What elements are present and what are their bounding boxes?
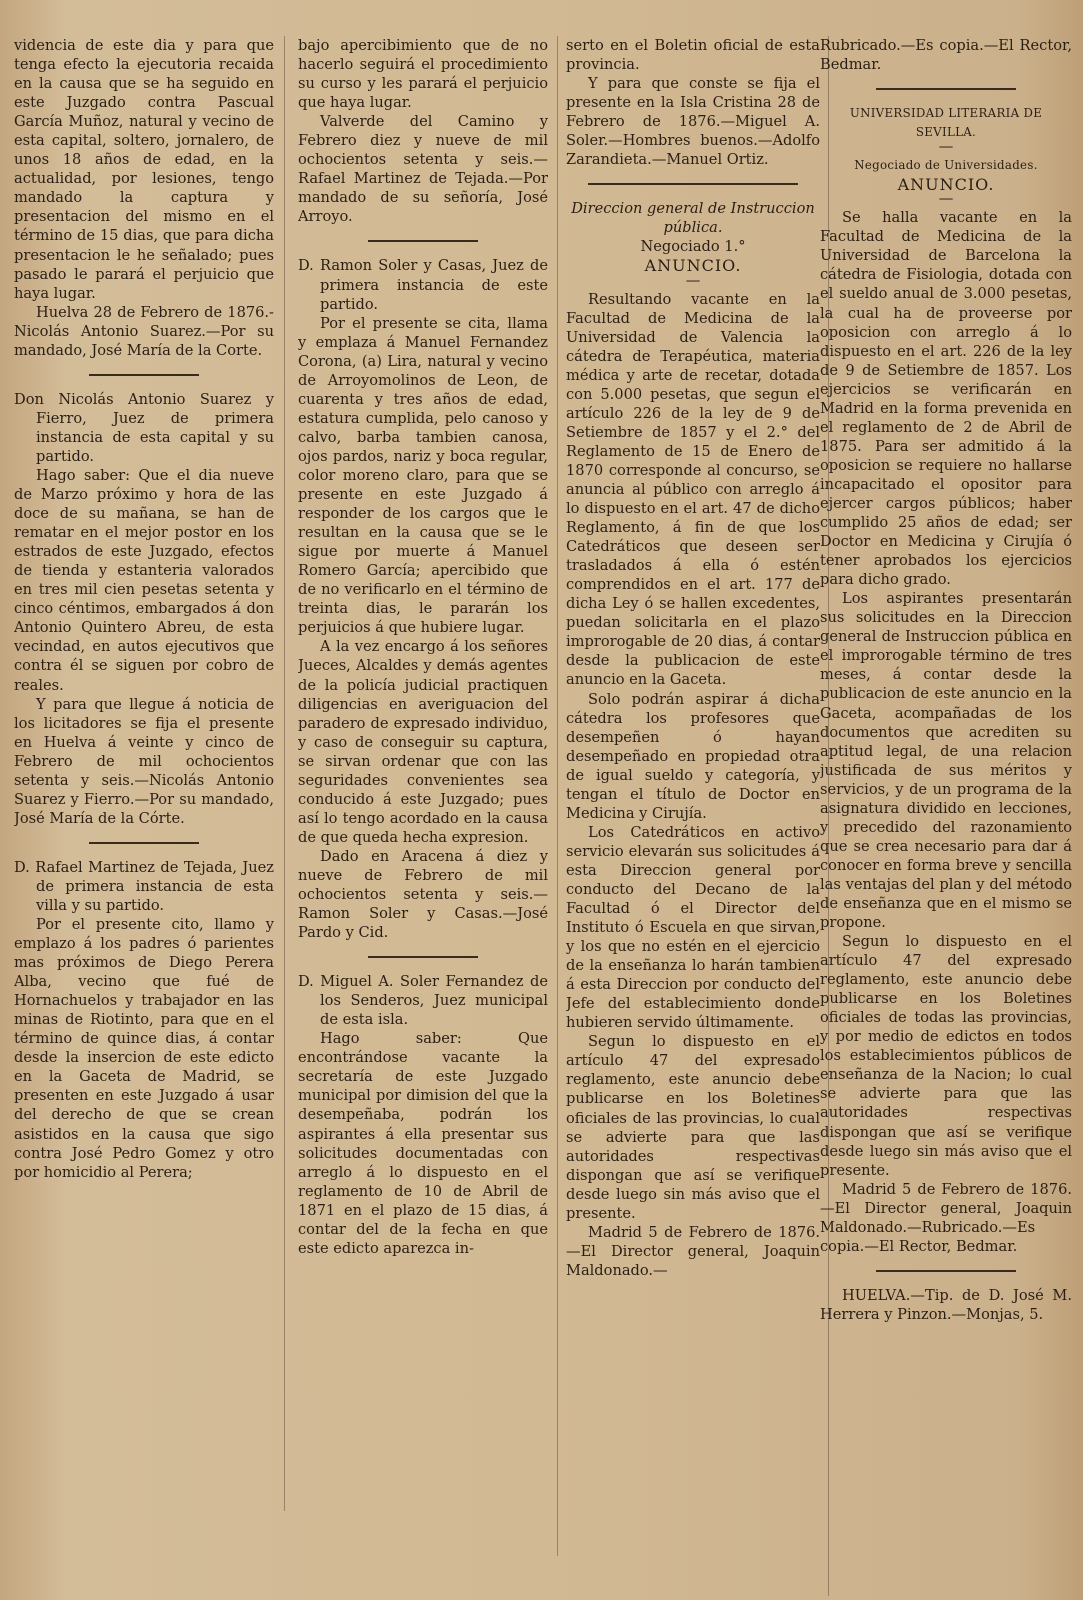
paragraph: Rubricado.—Es copia.—El Rector, Bedmar. bbox=[820, 37, 1072, 74]
anuncio-heading: ANUNCIO. bbox=[897, 175, 995, 195]
paragraph: Segun lo dispuesto en el artículo 47 del expresado reglamento, este anuncio debe publicarse en los Boletines oficiales de todas las provincias, y por medio de edictos en todos los establecimientos públicos de enseñanza de la Nacion; lo cual se advierte para que las autoridades respectivas dispongan que así se verifique desde luego sin más aviso que el presente. bbox=[820, 933, 1072, 1179]
paragraph: Segun lo dispuesto en el artículo 47 del expresado reglamento, este anuncio debe publicarse en los Boletines oficiales de las provincias, lo cual se advierte para que las autoridades respectivas dispongan que así se verifique desde luego sin más aviso que el presente. bbox=[566, 1033, 820, 1222]
paragraph: Madrid 5 de Febrero de 1876.—El Director general, Joaquin Maldonado.— bbox=[566, 1223, 820, 1279]
separator-dash: — bbox=[685, 271, 701, 289]
paragraph: HUELVA.—Tip. de D. José M. Herrera y Pinzon.—Monjas, 5. bbox=[820, 1286, 1072, 1323]
column-3 bbox=[566, 36, 820, 1590]
paragraph: Por el presente se cita, llama y emplaza á Manuel Fernandez Corona, (a) Lira, natural y vecino de Arroyomolinos de Leon, de cuarenta y tres años de edad, estatura cumplida, pelo canoso y calvo, barba tambien canosa, ojos pardos, nariz y boca regular, color moreno claro, para que se presente en este Juzgado á responder de los cargos que le resultan en la causa que se le sigue por muerte á Manuel Romero García; apercibido que de no verificarlo en el término de treinta dias, le pararán los perjuicios á que hubiere lugar. bbox=[298, 314, 548, 637]
separator-dash: — bbox=[938, 190, 954, 208]
paragraph: Los aspirantes presentarán sus solicitudes en la Direccion general de Instruccion pública en el improrogable término de tres meses, á contar desde la publicacion de este anuncio en la Gaceta, acompañadas de los documentos que acrediten su aptitud legal, de una relacion justificada de sus méritos y servicios, y de un programa de la asignatura dividido en lecciones, y precedido del razonamiento que se crea necesario para dar á conocer en forma breve y sencilla las ventajas del plan y del método de enseñanza que en el mismo se propone. bbox=[820, 590, 1072, 932]
paragraph: Hago saber: Que el dia nueve de Marzo próximo y hora de las doce de su mañana, se han de rematar en el mejor postor en los estrados de este Juzgado, efectos de tienda y estanteria valorados en tres mil cien pesetas setenta y cinco céntimos, embargados á don Antonio Quintero Abreu, de esta vecindad, en autos ejecutivos que contra él se siguen por cobro de reales. bbox=[14, 466, 274, 694]
paragraph: Solo podrán aspirar á dicha cátedra los profesores que desempeñen ó hayan desempeñado en propiedad otra de igual sueldo y categoría, y tengan el título de Doctor en Medicina y Cirujía. bbox=[566, 690, 820, 822]
section-label: Negociado de Universidades. bbox=[854, 158, 1038, 173]
column-divider bbox=[284, 36, 285, 1511]
separator-rule bbox=[368, 956, 478, 958]
paragraph: serto en el Boletin oficial de esta provincia. bbox=[566, 37, 820, 74]
notice-heading: Don Nicolás Antonio Suarez y Fierro, Juez de primera instancia de esta capital y su partido. bbox=[14, 390, 274, 465]
paragraph: Se halla vacante en la Facultad de Medicina de la Universidad de Barcelona la cátedra de Fisiologia, dotada con el sueldo anual de 3.000 pesetas, la cual ha de proveerse por oposicion con arreglo á lo dispuesto en el art. 226 de la ley de 9 de Setiembre de 1857. Los ejercicios se verificarán en Madrid en la forma prevenida en el reglamento de 2 de Abril de 1875. Para ser admitido á la oposicion se requiere no hallarse incapacitado el opositor para ejercer cargos públicos; haber cumplido 25 años de edad; ser Doctor en Medicina y Cirujía ó tener aprobados los ejercicios para dicho grado. bbox=[820, 209, 1072, 589]
paragraph: Huelva 28 de Febrero de 1876.-Nicolás Antonio Suarez.—Por su mandado, José María de la Corte. bbox=[14, 303, 274, 359]
notice-heading: D. Ramon Soler y Casas, Juez de primera instancia de este partido. bbox=[298, 257, 548, 313]
separator-dash: — bbox=[938, 138, 954, 156]
separator-rule bbox=[876, 1270, 1016, 1272]
paragraph: bajo apercibimiento que de no hacerlo seguirá el procedimiento su curso y les parará el perjuicio que haya lugar. bbox=[298, 37, 548, 112]
column-1 bbox=[14, 36, 274, 1590]
separator-rule bbox=[89, 842, 199, 844]
section-heading: Direccion general de Instruccion pública. bbox=[571, 200, 815, 237]
paragraph: Hago saber: Que encontrándose vacante la secretaría de este Juzgado municipal por dimision del que la desempeñaba, podrán los aspirantes á ella presentar sus solicitudes documentadas con arreglo á lo dispuesto en el reglamento de 10 de Abril de 1871 en el plazo de 15 dias, á contar del de la fecha en que este edicto aparezca in- bbox=[298, 1030, 548, 1257]
section-label: Negociado 1.° bbox=[640, 238, 746, 256]
column-divider bbox=[557, 36, 558, 1556]
notice-heading: D. Rafael Martinez de Tejada, Juez de primera instancia de esta villa y su partido. bbox=[14, 858, 274, 914]
paragraph: Y para que llegue á noticia de los licitadores se fija el presente en Huelva á veinte y cinco de Febrero de mil ochocientos setenta y seis.—Nicolás Antonio Suarez y Fierro.—Por su mandado, José María de la Córte. bbox=[14, 695, 274, 827]
column-2 bbox=[298, 36, 548, 1590]
paragraph: Por el presente cito, llamo y emplazo á los padres ó parientes mas próximos de Diego Perera Alba, vecino que fué de Hornachuelos y trabajador en las minas de Riotinto, para que en el término de quince dias, á contar desde la insercion de este edicto en la Gaceta de Madrid, se presenten en este Juzgado á usar del derecho de que se crean asistidos en la causa que sigo contra José Pedro Gomez y otro por homicidio al Perera; bbox=[14, 916, 274, 1181]
paragraph: A la vez encargo á los señores Jueces, Alcaldes y demás agentes de la policía judicial practiquen diligencias en averiguacion del paradero de expresado individuo, y caso de conseguir su captura, se sirvan ordenar que con las seguridades convenientes sea conducido á este Juzgado; pues así lo tengo acordado en la causa de que queda hecha expresion. bbox=[298, 638, 548, 846]
paragraph: Y para que conste se fija el presente en la Isla Cristina 28 de Febrero de 1876.—Miguel A. Soler.—Hombres buenos.—Adolfo Zarandieta.—Manuel Ortiz. bbox=[566, 75, 820, 169]
notice-heading: D. Miguel A. Soler Fernandez de los Senderos, Juez municipal de esta isla. bbox=[298, 973, 548, 1029]
separator-rule bbox=[368, 240, 478, 242]
separator-rule bbox=[588, 183, 798, 185]
section-label: UNIVERSIDAD LITERARIA DE SEVILLA. bbox=[849, 106, 1043, 140]
paragraph: Valverde del Camino y Febrero diez y nueve de mil ochocientos setenta y seis.—Rafael Martinez de Tejada.—Por mandado de su señoría, José Arroyo. bbox=[298, 113, 548, 226]
paragraph: Dado en Aracena á diez y nueve de Febrero de mil ochocientos setenta y seis.—Ramon Soler y Casas.—José Pardo y Cid. bbox=[298, 847, 548, 942]
paragraph: Resultando vacante en la Facultad de Medicina de la Universidad de Valencia la cátedra de Terapéutica, materia médica y arte de recetar, dotada con 5.000 pesetas, que segun el artículo 226 de la ley de 9 de Setiembre de 1857 y el 2.° del Reglamento de 15 de Enero de 1870 corresponde al concurso, se anuncia al público con arreglo á lo dispuesto en el art. 47 de dicho Reglamento, á fin de que los Catedráticos que deseen ser trasladados á ella ó estén comprendidos en el art. 177 de dicha Ley ó se hallen excedentes, puedan solicitarla en el plazo improrogable de 20 dias, á contar desde la publicacion de este anuncio en la Gaceta. bbox=[566, 290, 820, 689]
separator-rule bbox=[89, 374, 199, 376]
anuncio-heading: ANUNCIO. bbox=[644, 256, 742, 276]
paragraph: Madrid 5 de Febrero de 1876.—El Director general, Joaquin Maldonado.—Rubricado.—Es copia.—El Rector, Bedmar. bbox=[820, 1180, 1072, 1255]
paragraph: videncia de este dia y para que tenga efecto la ejecutoria recaida en la causa que se ha seguido en este Juzgado contra Pascual García Muñoz, natural y vecino de esta capital, soltero, jornalero, de unos 18 años de edad, en la actualidad, por lesiones, tengo mandado la captura y presentacion del mismo en el término de 15 dias, que para dicha presentacion le he señalado; pues pasado le parará el perjuicio que haya lugar. bbox=[14, 37, 274, 302]
separator-rule bbox=[876, 88, 1016, 90]
column-4 bbox=[820, 36, 1072, 1590]
paragraph: Los Catedráticos en activo servicio elevarán sus solicitudes á esta Direccion general por conducto del Decano de la Facultad ó el Director del Instituto ó Escuela en que sirvan, y los que no estén en el ejercicio de la enseñanza lo harán tambien á esta Direccion por conducto del Jefe del establecimiento donde hubieren servido últimamente. bbox=[566, 823, 820, 1032]
